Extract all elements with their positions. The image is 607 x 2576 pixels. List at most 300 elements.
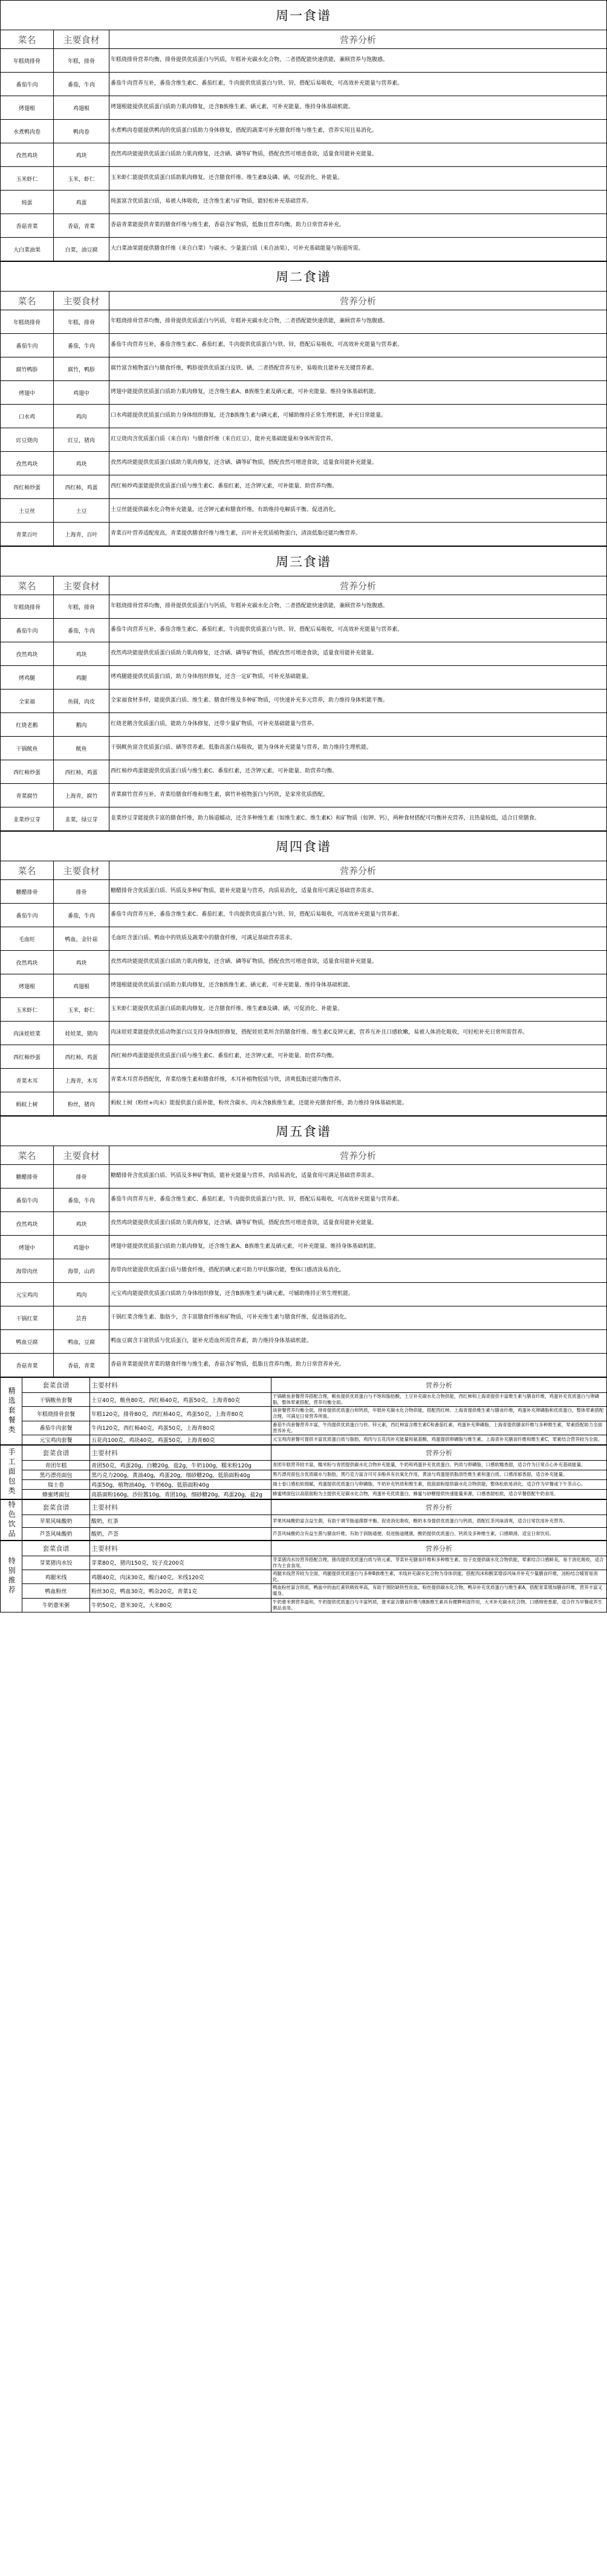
set-nutrition-cell: 该套餐营养均衡全面，排骨提供优质蛋白和钙质，年糕补充碳水化合物供能，搭配西红柿、上海青提供维生素与膳食纤维，鸡蛋补充卵磷脂和优质蛋白，整体荤素搭配合理，可满足日常营养所需。: [271, 1407, 607, 1421]
dish-name-cell: 元宝鸡肉: [1, 1283, 54, 1306]
set-nutrition-cell: 元宝鸡肉套餐可提供丰富优质蛋白质与脂肪，鸡肉与五花肉补充能量和氨基酸，鸡蛋提供卵磷脂与维生素，上海青补充膳食纤维和维生素C，荤素结合营养较为全面。: [271, 1435, 607, 1444]
table-row: [1, 143, 607, 167]
dish-name-cell: 香菇青菜: [1, 1354, 54, 1377]
ingredients-cell: 上海青，木耳: [54, 1069, 109, 1092]
ingredients-cell: 番茄，牛肉: [54, 1189, 109, 1212]
nutrition-cell: 蚂蚁上树（粉丝+肉末）能提供蛋白质补能，粉丝含碳水、肉末含B族维生素，还能补充膳食纤维，助力维持身体基础机能。: [109, 1092, 607, 1116]
dish-name-cell: 西红柿炒蛋: [1, 1045, 54, 1069]
table-row: [1, 1584, 607, 1598]
nutrition-cell: 口水鸡能提供优质蛋白质助力身体组织修复，还含B族维生素与磷元素，可辅助维持正常生理机能，补充日常能量。: [109, 405, 607, 428]
header-set-dish: 套菜食谱: [22, 1541, 90, 1556]
table-row: [1, 760, 607, 784]
set-name-cell: 瑞士卷: [22, 1479, 90, 1489]
dish-name-cell: 全家福: [1, 690, 54, 713]
column-header-row: [1, 861, 607, 880]
header-dish-name: 菜名: [1, 861, 54, 880]
nutrition-cell: 西红柿炒鸡蛋能提供优质蛋白质与维生素C、番茄红素，还含钾元素，可补能量、助营养均衡。: [109, 760, 607, 784]
day-title: 周二食谱: [1, 262, 607, 292]
nutrition-cell: 青菜腐竹营养互补，青菜给膳食纤维和维生素，腐竹补植物蛋白与钙铁，是家常优质搭配。: [109, 784, 607, 807]
set-nutrition-cell: 瑞士卷口感松软细腻，鸡蛋提供优质蛋白与卵磷脂，牛奶补充钙质和维生素，低筋面粉提供碳水化合物供能，整体松软易消化，适合作为早餐或下午茶点心。: [271, 1479, 607, 1489]
nutrition-cell: 西红柿炒鸡蛋能提供优质蛋白质与维生素C、番茄红素，还含钾元素，可补能量、助营养均衡。: [109, 475, 607, 499]
set-materials-cell: 高筋面粉160g，沙拉酱10g，青团10g，细砂糖20g，鸡蛋20g，盐2g: [90, 1489, 271, 1499]
day-title-row: [1, 1, 607, 30]
dish-name-cell: 烤鸡腿: [1, 666, 54, 690]
set-materials-cell: 牛肉120克，西红柿40克，鸡蛋50克，上海青80克: [90, 1421, 271, 1435]
table-row: [1, 1330, 607, 1354]
table-row: [1, 1421, 607, 1435]
table-row: [1, 595, 607, 619]
ingredients-cell: 豇豆，猪肉: [54, 428, 109, 452]
header-nutrition-analysis: 营养分析: [109, 30, 607, 49]
set-materials-cell: 粉丝30克，鸭血30克，鸭杂20克，青菜1克: [90, 1584, 271, 1598]
nutrition-cell: 孜然鸡块能提供优质蛋白质助力肌肉修复，还含硒、磷等矿物质，搭配孜然可增进食欲，适量食用能补充能量。: [109, 452, 607, 475]
table-row: [1, 951, 607, 974]
dish-name-cell: 糖醋排骨: [1, 880, 54, 904]
dish-name-cell: 烤翅中: [1, 381, 54, 405]
table-row: [1, 1045, 607, 1069]
dish-name-cell: 豇豆烧肉: [1, 428, 54, 452]
header-nutrition-analysis: 营养分析: [109, 861, 607, 880]
set-name-cell: 芽菜猪肉水饺: [22, 1556, 90, 1570]
nutrition-cell: 大白菜油果能提供膳食纤维（来自白菜）与碳水、少量蛋白质（来自油果），可补充基础能量与肠道所需。: [109, 238, 607, 261]
ingredients-cell: 鸡翅根: [54, 96, 109, 120]
ingredients-cell: 年糕，排骨: [54, 310, 109, 334]
dish-name-cell: 孜然鸡块: [1, 642, 54, 666]
table-row: [1, 1407, 607, 1421]
dish-name-cell: 烤翅中: [1, 1236, 54, 1259]
dish-name-cell: 青菜腐竹: [1, 784, 54, 807]
dish-name-cell: 大白菜油果: [1, 238, 54, 261]
day-recipe-table: [0, 261, 607, 546]
nutrition-cell: 炖蛋富含优质蛋白质，易被人体吸收，还含维生素与矿物质，能轻松补充基础营养。: [109, 191, 607, 214]
ingredients-cell: 香菇，青菜: [54, 214, 109, 238]
ingredients-cell: 鸡块: [54, 143, 109, 167]
dish-name-cell: 年糕烧排骨: [1, 595, 54, 619]
day-title: 周五食谱: [1, 1117, 607, 1146]
table-row: [1, 214, 607, 238]
nutrition-cell: 糖醋排骨含优质蛋白质、钙质及多种矿物质，能补充能量与营养，肉质易消化，适量食用可满足基础营养需求。: [109, 1165, 607, 1189]
table-row: [1, 1354, 607, 1377]
ingredients-cell: 西红柿，鸡蛋: [54, 475, 109, 499]
nutrition-cell: 韭菜炒豆芽能提供丰富的膳食纤维，助力肠道蠕动，还含多种维生素（如维生素C、维生素K）和矿物质（如钾、钙），两种食材搭配可均衡补充营养，且热量较低，适合日常膳食。: [109, 807, 607, 831]
ingredients-cell: 鸡翅中: [54, 381, 109, 405]
dish-name-cell: 孜然鸡块: [1, 1212, 54, 1236]
table-row: [1, 49, 607, 73]
set-nutrition-cell: 芽菜猪肉水饺营养搭配合理，猪肉提供优质蛋白质与铁元素，芽菜补充膳食纤维和多种维生素，饺子皮提供碳水化合物供能，荤素结合口感鲜美，易于消化吸收，适合作为主食食用。: [271, 1556, 607, 1570]
nutrition-cell: 元宝鸡肉能提供优质蛋白质助力身体组织修复，还含B族维生素与磷元素，可辅助维持正常生理机能。: [109, 1283, 607, 1306]
section-header-row: [1, 1541, 607, 1556]
section-label: 手工面包类: [1, 1445, 22, 1499]
table-row: [1, 191, 607, 214]
set-nutrition-cell: 芦荟风味酸奶含有益生菌与膳食纤维，有助于润肠通便、促进肠道健康，酸奶提供优质蛋白、钙质及多种维生素，口感顺滑，适宜日常饮用。: [271, 1527, 607, 1540]
nutrition-cell: 番茄牛肉营养互补，番茄含维生素C、番茄红素，牛肉提供优质蛋白与铁、锌，搭配后易吸收，可高效补充能量与营养素。: [109, 73, 607, 96]
dish-name-cell: 糖醋排骨: [1, 1165, 54, 1189]
table-row: [1, 1527, 607, 1540]
set-nutrition-cell: 青团年糕营养较丰富，糯米粉与青团提供碳水化合物补充能量，牛奶和鸡蛋补充优质蛋白、钙质与卵磷脂，口感软糯香甜，适合作为日常点心补充基础能量。: [271, 1460, 607, 1470]
dish-name-cell: 西红柿炒蛋: [1, 475, 54, 499]
header-set-dish: 套菜食谱: [22, 1499, 90, 1515]
header-set-dish: 套菜食谱: [22, 1445, 90, 1460]
dish-name-cell: 孜然鸡块: [1, 951, 54, 974]
nutrition-cell: 青菜百叶营养适配度高，青菜提供膳食纤维与维生素，百叶补充优质植物蛋白，清淡低脂还能均衡营养。: [109, 523, 607, 546]
header-dish-name: 菜名: [1, 30, 54, 49]
set-materials-cell: 五花肉100克，鸡块40克，鸡蛋50克，上海青80克: [90, 1435, 271, 1444]
set-name-cell: 牛奶薏米粥: [22, 1598, 90, 1612]
table-row: [1, 1470, 607, 1479]
table-row: [1, 120, 607, 143]
ingredients-cell: 鸡蛋: [54, 191, 109, 214]
column-header-row: [1, 576, 607, 595]
day-title-row: [1, 547, 607, 576]
ingredients-cell: 番茄，牛肉: [54, 334, 109, 357]
table-row: [1, 1022, 607, 1045]
table-row: [1, 334, 607, 357]
set-name-cell: 苹果风味酸奶: [22, 1515, 90, 1527]
table-row: [1, 428, 607, 452]
ingredients-cell: 玉米，虾仁: [54, 998, 109, 1022]
table-row: [1, 475, 607, 499]
ingredients-cell: 鸡块: [54, 1212, 109, 1236]
ingredients-cell: 年糕，排骨: [54, 49, 109, 73]
table-row: [1, 904, 607, 927]
table-row: [1, 1283, 607, 1306]
section-header-row: [1, 1378, 607, 1393]
table-row: [1, 998, 607, 1022]
header-main-ingredients: 主要食材: [54, 861, 109, 880]
dish-name-cell: 海带肉丝: [1, 1259, 54, 1283]
section-label: 精选套餐类: [1, 1378, 22, 1445]
table-row: [1, 737, 607, 760]
day-title-row: [1, 832, 607, 861]
ingredients-cell: 番茄，牛肉: [54, 73, 109, 96]
table-row: [1, 238, 607, 261]
set-name-cell: 番茄牛肉套餐: [22, 1421, 90, 1435]
header-nutrition-analysis: 营养分析: [109, 1146, 607, 1165]
day-recipe-table: [0, 546, 607, 831]
ingredients-cell: 西红柿，鸡蛋: [54, 1045, 109, 1069]
nutrition-cell: 年糕烧排骨营养均衡，排骨提供优质蛋白与钙质，年糕补充碳水化合物，二者搭配能快速供能，兼顾营养与饱腹感。: [109, 310, 607, 334]
dish-name-cell: 毛血旺: [1, 927, 54, 951]
table-row: [1, 1393, 607, 1407]
table-row: [1, 310, 607, 334]
nutrition-cell: 肉沫娃娃菜能提供优质动物蛋白以支持身体组织修复，搭配娃娃菜所含的膳食纤维、维生素C及钾元素，营养互补且口感软嫩，易被人体消化吸收，可轻松补充日常所需营养。: [109, 1022, 607, 1045]
set-nutrition-cell: 番茄牛肉套餐营养丰富，牛肉提供优质蛋白与铁、锌元素，西红柿富含维生素C和番茄红素，鸡蛋补充卵磷脂，上海青提供膳食纤维与多种维生素，荤素搭配助力全面营养补充。: [271, 1421, 607, 1435]
ingredients-cell: 海带，山药: [54, 1259, 109, 1283]
dish-name-cell: 干锅鱿鱼: [1, 737, 54, 760]
dish-name-cell: 肉沫娃娃菜: [1, 1022, 54, 1045]
nutrition-cell: 香菇青菜能提供青菜的膳食纤维与维生素，香菇含矿物质，低脂且营养均衡，助力日常营养补充。: [109, 214, 607, 238]
nutrition-cell: 烤鸡腿能提供优质蛋白质，助力身体组织修复，还含一定矿物质，可补充基础能量。: [109, 666, 607, 690]
dish-name-cell: 玉米虾仁: [1, 998, 54, 1022]
dish-name-cell: 鸭血豆腐: [1, 1330, 54, 1354]
ingredients-cell: 鸡腿: [54, 666, 109, 690]
dish-name-cell: 番茄牛肉: [1, 904, 54, 927]
set-materials-cell: 年糕120克，排骨80克，西红柿40克，鸡蛋50克，上海青80克: [90, 1407, 271, 1421]
header-nutrition: 营养分析: [271, 1499, 607, 1515]
nutrition-cell: 糖醋排骨含优质蛋白质、钙质及多种矿物质，能补充能量与营养，肉质易消化，适量食用可满足基础营养需求。: [109, 880, 607, 904]
set-materials-cell: 鸡腿40克，肉沫30克，酸白40克，米线120克: [90, 1570, 271, 1584]
ingredients-cell: 鱼圆，肉皮: [54, 690, 109, 713]
table-row: [1, 1212, 607, 1236]
ingredients-cell: 韭菜，绿豆芽: [54, 807, 109, 831]
set-nutrition-cell: 鸭血粉丝富含铁质，鸭血中的血红素铁吸收率高，有助于预防缺铁性贫血，粉丝提供碳水化合物，鸭杂补充优质蛋白与维生素A，搭配青菜增加膳食纤维，营养丰富又暖身。: [271, 1584, 607, 1598]
header-nutrition: 营养分析: [271, 1445, 607, 1460]
special-section-table: [0, 1377, 607, 1445]
ingredients-cell: 排骨: [54, 1165, 109, 1189]
nutrition-cell: 水煮鸭肉卷能提供鸭肉的优质蛋白质助力身体修复，搭配的蔬菜可补充膳食纤维与维生素，营养实用且易消化。: [109, 120, 607, 143]
nutrition-cell: 土豆丝能提供碳水化合物补充能量，还含钾元素和膳食纤维，有助维持电解质平衡、促进消化。: [109, 499, 607, 523]
dish-name-cell: 韭菜炒豆芽: [1, 807, 54, 831]
set-name-cell: 元宝鸡肉套餐: [22, 1435, 90, 1444]
table-row: [1, 1435, 607, 1444]
table-row: [1, 1306, 607, 1330]
nutrition-cell: 全家福食材多样，能提供蛋白质、维生素、膳食纤维及多种矿物质，可快速补充多元营养，助力维持身体机能平衡。: [109, 690, 607, 713]
dish-name-cell: 蚂蚁上树: [1, 1092, 54, 1116]
dish-name-cell: 水煮鸭肉卷: [1, 120, 54, 143]
table-row: [1, 784, 607, 807]
nutrition-cell: 西红柿炒鸡蛋能提供优质蛋白质与维生素C、番茄红素，还含钾元素，可补能量、助营养均衡。: [109, 1045, 607, 1069]
dish-name-cell: 土豆丝: [1, 499, 54, 523]
ingredients-cell: 鸡块: [54, 951, 109, 974]
table-row: [1, 690, 607, 713]
table-row: [1, 1598, 607, 1612]
header-main-ingredients: 主要食材: [54, 30, 109, 49]
header-nutrition-analysis: 营养分析: [109, 292, 607, 310]
ingredients-cell: 腐竹，鸭胗: [54, 357, 109, 381]
dish-name-cell: 番茄牛肉: [1, 334, 54, 357]
dish-name-cell: 西红柿炒蛋: [1, 760, 54, 784]
header-nutrition: 营养分析: [271, 1541, 607, 1556]
nutrition-cell: 青菜木耳营养搭配优，青菜给维生素和膳食纤维，木耳补植物胶质与铁，清爽低脂还能均衡营养。: [109, 1069, 607, 1092]
table-row: [1, 1236, 607, 1259]
ingredients-cell: 鱿鱼: [54, 737, 109, 760]
table-row: [1, 1515, 607, 1527]
table-row: [1, 1165, 607, 1189]
nutrition-cell: 烤翅根能提供优质蛋白质助力肌肉修复，还含B族维生素、硒元素，可补充能量、维持身体基础机能。: [109, 974, 607, 998]
set-name-cell: 鸡腿米线: [22, 1570, 90, 1584]
set-name-cell: 年糕烧排骨套餐: [22, 1407, 90, 1421]
set-materials-cell: 酸奶，红茶: [90, 1515, 271, 1527]
table-row: [1, 880, 607, 904]
nutrition-cell: 红烧老鹅含优质蛋白质，能助力身体修复，还带少量矿物质，可补充基础能量与营养。: [109, 713, 607, 737]
dish-name-cell: 烤翅根: [1, 974, 54, 998]
nutrition-cell: 烤翅中能提供优质蛋白质助力肌肉修复，还含维生素A、B族维生素及硒元素，可补充能量、维持身体基础机能。: [109, 1236, 607, 1259]
day-recipe-table: [0, 0, 607, 261]
ingredients-cell: 玉米，虾仁: [54, 167, 109, 191]
header-main-ingredients: 主要食材: [54, 1146, 109, 1165]
dish-name-cell: 红烧老鹅: [1, 713, 54, 737]
table-row: [1, 713, 607, 737]
header-main-ingredients: 主要食材: [54, 292, 109, 310]
dish-name-cell: 青菜百叶: [1, 523, 54, 546]
special-section-table: [0, 1541, 607, 1612]
dish-name-cell: 孜然鸡块: [1, 143, 54, 167]
set-materials-cell: 青团50克，鸡蛋20g，白糖20g，盐2g，牛奶100g，糯米粉120g: [90, 1460, 271, 1470]
header-nutrition-analysis: 营养分析: [109, 576, 607, 595]
header-main-materials: 主要材料: [90, 1499, 271, 1515]
header-main-materials: 主要材料: [90, 1541, 271, 1556]
nutrition-cell: 香菇青菜能提供青菜的膳食纤维与维生素，香菇含矿物质，低脂且营养均衡，助力日常营养补充。: [109, 1354, 607, 1377]
ingredients-cell: 鸭血，金针菇: [54, 927, 109, 951]
ingredients-cell: 娃娃菜，猪肉: [54, 1022, 109, 1045]
column-header-row: [1, 1146, 607, 1165]
set-name-cell: 芦荟风味酸奶: [22, 1527, 90, 1540]
header-main-ingredients: 主要食材: [54, 576, 109, 595]
nutrition-cell: 番茄牛肉营养互补，番茄含维生素C、番茄红素，牛肉提供优质蛋白与铁、锌，搭配后易吸收，可高效补充能量与营养素。: [109, 334, 607, 357]
dish-name-cell: 口水鸡: [1, 405, 54, 428]
ingredients-cell: 鸡翅根: [54, 974, 109, 998]
nutrition-cell: 烤翅根能提供优质蛋白质助力肌肉修复，还含B族维生素、硒元素，可补充能量、维持身体基础机能。: [109, 96, 607, 120]
table-row: [1, 1460, 607, 1470]
dish-name-cell: 炖蛋: [1, 191, 54, 214]
nutrition-cell: 干锅红菜含维生素、脂肪少，含丰富膳食纤维和矿物质，可补充维生素与膳食纤维，促进肠道消化。: [109, 1306, 607, 1330]
table-row: [1, 499, 607, 523]
nutrition-cell: 玉米虾仁能提供优质蛋白质助肌肉修复，还含膳食纤维、维生素B及磷、硒，可促消化、补能量。: [109, 167, 607, 191]
dish-name-cell: 玉米虾仁: [1, 167, 54, 191]
ingredients-cell: 白菜，油豆腐: [54, 238, 109, 261]
dish-name-cell: 年糕烧排骨: [1, 310, 54, 334]
header-main-materials: 主要材料: [90, 1378, 271, 1393]
table-row: [1, 1489, 607, 1499]
nutrition-cell: 孜然鸡块能提供优质蛋白质助力肌肉修复，还含硒、磷等矿物质，搭配孜然可增进食欲，适量食用能补充能量。: [109, 642, 607, 666]
table-row: [1, 642, 607, 666]
section-header-row: [1, 1445, 607, 1460]
nutrition-cell: 鸭血豆腐含丰富铁质与优质蛋白，能补充造血所需营养素，助力维持身体基础机能。: [109, 1330, 607, 1354]
set-nutrition-cell: 干锅鲅鱼套餐营养搭配合理，鲅鱼提供优质蛋白与不饱和脂肪酸，土豆补充碳水化合物供能，西红柿和上海青提供丰富维生素与膳食纤维，鸡蛋补充优质蛋白与卵磷脂，整体荤素搭配，营养均衡全面。: [271, 1393, 607, 1407]
set-name-cell: 青团年糕: [22, 1460, 90, 1470]
set-nutrition-cell: 鸡腿米线营养较为全面，鸡腿提供优质蛋白与多种B族维生素，米线补充碳水化合物为身体供能，搭配肉沫和酸菜增添风味并补充少量膳食纤维，汤粉结合暖胃易消化。: [271, 1570, 607, 1584]
header-nutrition: 营养分析: [271, 1378, 607, 1393]
day-title: 周一食谱: [1, 1, 607, 30]
table-row: [1, 381, 607, 405]
ingredients-cell: 鸭肉卷: [54, 120, 109, 143]
dish-name-cell: 番茄牛肉: [1, 619, 54, 642]
table-row: [1, 405, 607, 428]
nutrition-cell: 烤翅中能提供优质蛋白质助力肌肉修复，还含维生素A、B族维生素及硒元素，可补充能量、维持身体基础机能。: [109, 381, 607, 405]
table-row: [1, 974, 607, 998]
set-name-cell: 干锅鲅鱼套餐: [22, 1393, 90, 1407]
table-row: [1, 1259, 607, 1283]
set-name-cell: 黑巧漂亮面包: [22, 1470, 90, 1479]
header-dish-name: 菜名: [1, 1146, 54, 1165]
set-materials-cell: 黑巧克力200g，黄油40g，鸡蛋20g，细砂糖20g，低筋面粉40g: [90, 1470, 271, 1479]
table-row: [1, 1556, 607, 1570]
section-label: 特别推荐: [1, 1541, 22, 1612]
ingredients-cell: 鸡块: [54, 452, 109, 475]
table-row: [1, 1570, 607, 1584]
day-recipe-table: [0, 1116, 607, 1377]
nutrition-cell: 孜然鸡块能提供优质蛋白质助力肌肉修复，还含硒、磷等矿物质，搭配孜然可增进食欲，适量食用能补充能量。: [109, 1212, 607, 1236]
ingredients-cell: 年糕，排骨: [54, 595, 109, 619]
day-title-row: [1, 262, 607, 292]
nutrition-cell: 番茄牛肉营养互补，番茄含维生素C、番茄红素，牛肉提供优质蛋白与铁、锌，搭配后易吸收，可高效补充能量与营养素。: [109, 904, 607, 927]
ingredients-cell: 番茄，牛肉: [54, 904, 109, 927]
ingredients-cell: 鸡肉: [54, 1283, 109, 1306]
set-materials-cell: 土豆40克，鲅鱼80克，西红柿40克，鸡蛋50克，上海青80克: [90, 1393, 271, 1407]
ingredients-cell: 香菇，青菜: [54, 1354, 109, 1377]
section-header-row: [1, 1499, 607, 1515]
dish-name-cell: 腐竹鸭胗: [1, 357, 54, 381]
day-title: 周三食谱: [1, 547, 607, 576]
set-name-cell: 蜂蜜烤面包: [22, 1489, 90, 1499]
ingredients-cell: 土豆: [54, 499, 109, 523]
nutrition-cell: 孜然鸡块能提供优质蛋白质助力肌肉修复，还含硒、磷等矿物质，搭配孜然可增进食欲，适量食用能补充能量。: [109, 951, 607, 974]
set-name-cell: 鸭血粉丝: [22, 1584, 90, 1598]
nutrition-cell: 腐竹富含植物蛋白与膳食纤维，鸭胗提供优质蛋白及铁、硒，二者搭配营养互补，易吸收且能补充关键营养素。: [109, 357, 607, 381]
table-row: [1, 927, 607, 951]
nutrition-cell: 孜然鸡块能提供优质蛋白质助力肌肉修复，还含硒、磷等矿物质，搭配孜然可增进食欲，适量食用能补充能量。: [109, 143, 607, 167]
ingredients-cell: 排骨: [54, 880, 109, 904]
dish-name-cell: 年糕烧排骨: [1, 49, 54, 73]
nutrition-cell: 年糕烧排骨营养均衡，排骨提供优质蛋白与钙质，年糕补充碳水化合物，二者搭配能快速供能，兼顾营养与饱腹感。: [109, 49, 607, 73]
table-row: [1, 73, 607, 96]
ingredients-cell: 芸苔: [54, 1306, 109, 1330]
set-nutrition-cell: 苹果风味酸奶富含益生菌，有助于调节肠道菌群平衡、促进消化吸收，酸奶本身提供优质蛋白与钙质，搭配红茶风味清爽，适合日常饮用补充营养。: [271, 1515, 607, 1527]
header-dish-name: 菜名: [1, 576, 54, 595]
dish-name-cell: 番茄牛肉: [1, 1189, 54, 1212]
special-section-table: [0, 1445, 607, 1499]
set-materials-cell: 鸡蛋50g，植物油40g，牛奶60g，低筋面粉40g: [90, 1479, 271, 1489]
header-main-materials: 主要材料: [90, 1445, 271, 1460]
set-materials-cell: 酸奶，芦荟: [90, 1527, 271, 1540]
dish-name-cell: 干锅红菜: [1, 1306, 54, 1330]
table-row: [1, 1092, 607, 1116]
table-row: [1, 1189, 607, 1212]
table-row: [1, 619, 607, 642]
table-row: [1, 357, 607, 381]
table-row: [1, 167, 607, 191]
set-materials-cell: 芽菜80克，猪肉150克，饺子皮200克: [90, 1556, 271, 1570]
special-section-table: [0, 1499, 607, 1541]
set-materials-cell: 牛奶50克，薏米30克，大米80克: [90, 1598, 271, 1612]
nutrition-cell: 毛血旺含蛋白质、鸭血中的铁质及蔬菜中的膳食纤维，可满足基础营养需求。: [109, 927, 607, 951]
ingredients-cell: 西红柿，鸡蛋: [54, 760, 109, 784]
day-title-row: [1, 1117, 607, 1146]
nutrition-cell: 番茄牛肉营养互补，番茄含维生素C、番茄红素，牛肉提供优质蛋白与铁、锌，搭配后易吸收，可高效补充能量与营养素。: [109, 1189, 607, 1212]
table-row: [1, 96, 607, 120]
ingredients-cell: 番茄，牛肉: [54, 619, 109, 642]
dish-name-cell: 烤翅根: [1, 96, 54, 120]
ingredients-cell: 粉丝，猪肉: [54, 1092, 109, 1116]
header-set-dish: 套菜食谱: [22, 1378, 90, 1393]
table-row: [1, 1069, 607, 1092]
nutrition-cell: 海带肉丝能提供优质蛋白质与膳食纤维，搭配的碘元素可助力甲状腺功能，整体口感清淡易消化。: [109, 1259, 607, 1283]
nutrition-cell: 年糕烧排骨营养均衡，排骨提供优质蛋白与钙质，年糕补充碳水化合物，二者搭配能快速供能，兼顾营养与饱腹感。: [109, 595, 607, 619]
table-row: [1, 452, 607, 475]
dish-name-cell: 香菇青菜: [1, 214, 54, 238]
ingredients-cell: 鸡翅中: [54, 1236, 109, 1259]
ingredients-cell: 鸡肉: [54, 405, 109, 428]
dish-name-cell: 孜然鸡块: [1, 452, 54, 475]
ingredients-cell: 鸭血，豆腐: [54, 1330, 109, 1354]
table-row: [1, 666, 607, 690]
table-row: [1, 807, 607, 831]
set-nutrition-cell: 黑巧漂亮面包含优质碳水与脂肪，黑巧克力富含可可多酚具有抗氧化作用，黄油与鸡蛋提供脂溶性维生素和蛋白质，口感浓郁香甜，适合补充能量。: [271, 1470, 607, 1479]
ingredients-cell: 上海青，腐竹: [54, 784, 109, 807]
table-row: [1, 523, 607, 546]
ingredients-cell: 鹅肉: [54, 713, 109, 737]
section-label: 特色饮品: [1, 1499, 22, 1540]
column-header-row: [1, 30, 607, 49]
nutrition-cell: 番茄牛肉营养互补，番茄含维生素C、番茄红素，牛肉提供优质蛋白与铁、锌，搭配后易吸收，可高效补充能量与营养素。: [109, 619, 607, 642]
dish-name-cell: 青菜木耳: [1, 1069, 54, 1092]
set-nutrition-cell: 蜂蜜烤面包以高筋面粉为主提供充足碳水化合物，鸡蛋补充优质蛋白，蜂蜜与砂糖提供快速能量来源，口感香甜松软，适合早餐搭配牛奶食用。: [271, 1489, 607, 1499]
nutrition-cell: 玉米虾仁能提供优质蛋白质助肌肉修复，还含膳食纤维、维生素B及磷、硒，可促消化、补能量。: [109, 998, 607, 1022]
column-header-row: [1, 292, 607, 310]
set-nutrition-cell: 牛奶薏米粥营养温和，牛奶提供优质蛋白与丰富钙质，薏米富含膳食纤维与B族维生素具有健脾利湿作用，大米补充碳水化合物，口感绵密香甜，适合作为早餐或养生粥品食用。: [271, 1598, 607, 1612]
day-recipe-table: [0, 831, 607, 1116]
ingredients-cell: 上海青，百叶: [54, 523, 109, 546]
